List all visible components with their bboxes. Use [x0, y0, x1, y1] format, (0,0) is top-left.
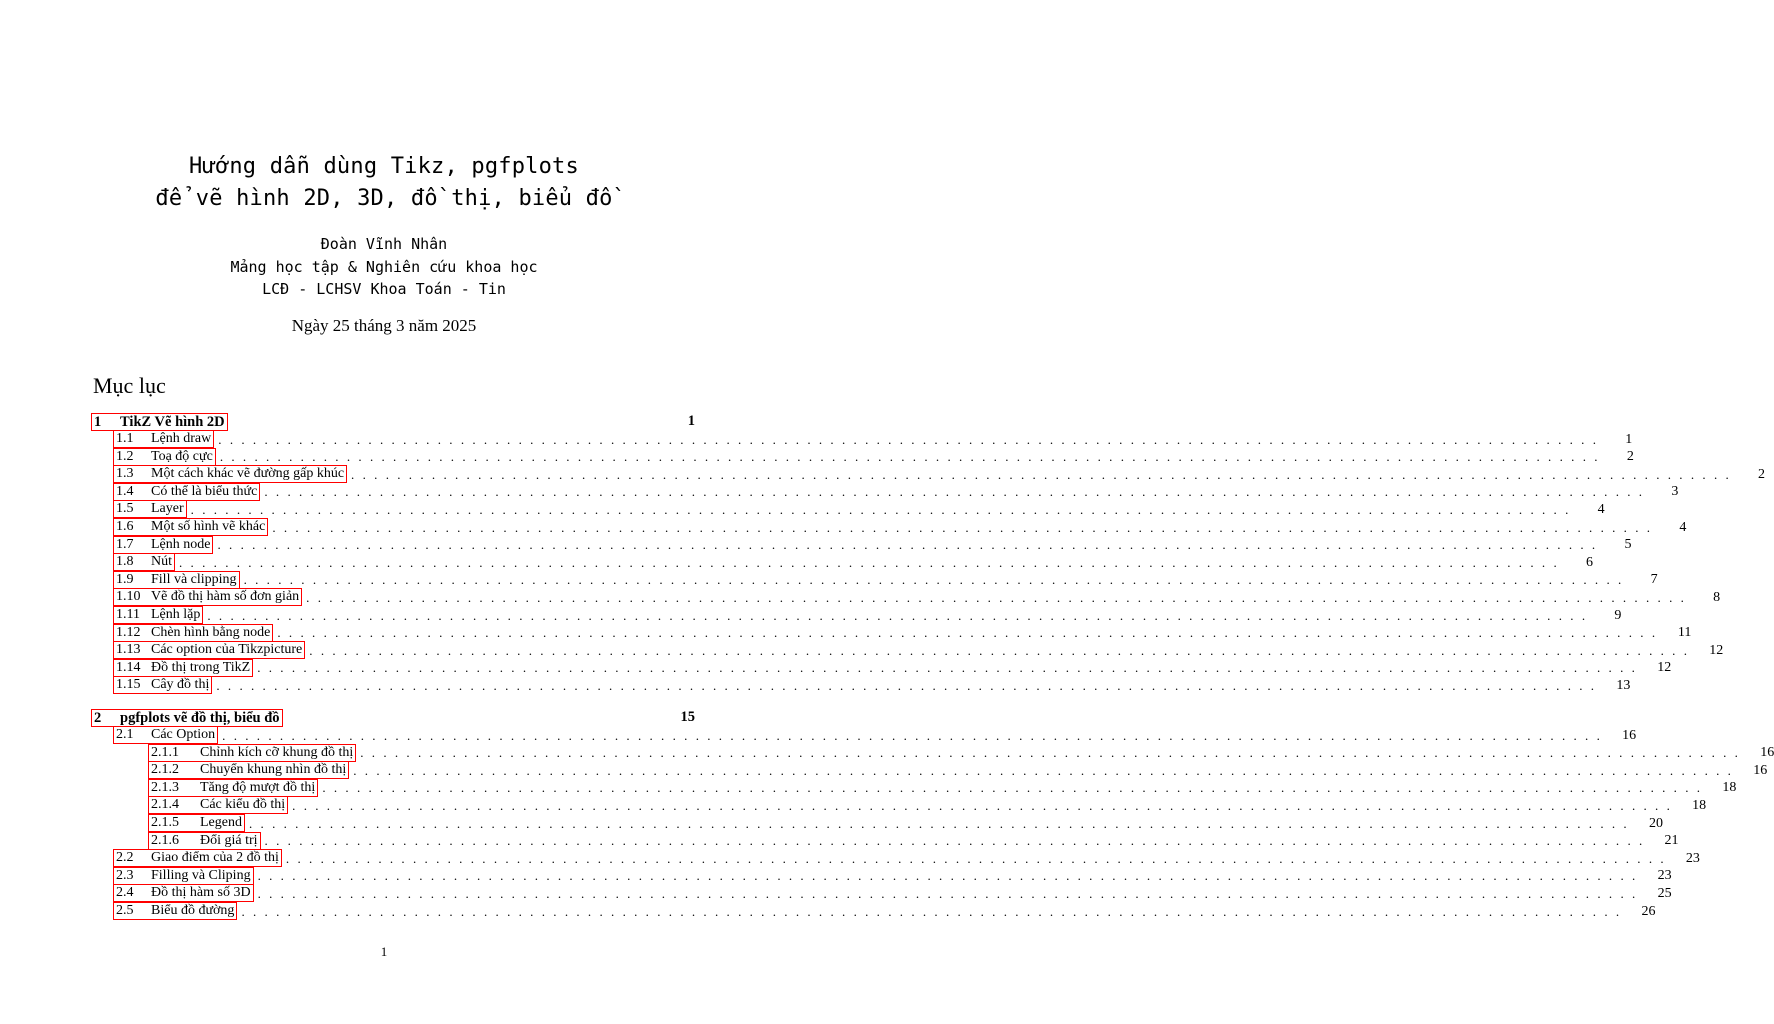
toc-leader-dots: ........................................................................................................................ — [179, 554, 1565, 570]
toc-leader-dots: ........................................................................................................................ — [241, 903, 1628, 919]
toc-entry-number: 1.2 — [116, 448, 134, 464]
toc-leader-dots: ........................................................................................................................ — [351, 466, 1738, 482]
toc-subsection-row — [113, 642, 1724, 659]
toc-entry-number: 1.4 — [116, 483, 134, 499]
document-title-line-2: để vẽ hình 2D, 3D, đồ thị, biểu đồ — [155, 186, 613, 211]
toc-leader-dots: ........................................................................................................................ — [309, 642, 1696, 658]
toc-entry-page: 6 — [1586, 554, 1593, 570]
toc-entry-title: Các kiểu đồ thị — [200, 797, 286, 813]
document-title-line-1: Hướng dẫn dùng Tikz, pgfplots — [189, 154, 579, 179]
toc-entry-page: 16 — [1753, 762, 1768, 778]
toc-subsection-row — [113, 466, 1766, 483]
toc-leader-dots: ........................................................................................................................ — [257, 885, 1644, 901]
toc-entry-page: 7 — [1650, 572, 1658, 588]
toc-leader-dots: ........................................................................................................................ — [218, 431, 1605, 447]
toc-link[interactable] — [91, 413, 228, 431]
toc-entry-number: 1.7 — [116, 536, 134, 552]
affiliation-line-1: Mảng học tập & Nghiên cứu khoa học — [230, 258, 538, 276]
toc-entry-title: Lệnh draw — [151, 431, 212, 446]
toc-heading: Mục lục — [93, 373, 166, 398]
toc-subsection-row — [113, 536, 1632, 553]
toc-leader-dots: ........................................................................................................................ — [360, 745, 1747, 761]
toc-entry-number: 1 — [94, 413, 102, 430]
toc-subsubsection-row — [148, 832, 1679, 849]
toc-link[interactable] — [113, 430, 214, 448]
toc-subsection-row — [113, 727, 1637, 744]
toc-entry-page: 16 — [1760, 745, 1774, 761]
toc-link[interactable] — [113, 483, 260, 501]
toc-entry-title: Có thể là biểu thức — [151, 483, 258, 499]
toc-subsection-row — [113, 850, 1700, 867]
toc-subsection-row — [113, 607, 1622, 624]
toc-entry-page: 9 — [1614, 607, 1622, 623]
toc-entry-title: Chèn hình bằng node — [151, 624, 271, 640]
toc-link[interactable] — [113, 518, 268, 536]
toc-entry-page: 20 — [1648, 815, 1663, 831]
toc-entry-page: 23 — [1657, 868, 1672, 884]
toc-link[interactable] — [113, 867, 254, 885]
toc-link[interactable] — [113, 536, 213, 554]
author: Đoàn Vĩnh Nhân — [320, 235, 448, 253]
toc-entry-page: 4 — [1679, 519, 1687, 535]
toc-subsection-row — [113, 589, 1721, 606]
toc-link[interactable] — [148, 744, 356, 762]
toc-section-row — [91, 709, 695, 726]
toc-leader-dots: ........................................................................................................................ — [292, 797, 1679, 813]
toc-entry-number: 2.2 — [116, 850, 134, 866]
toc-leader-dots: ........................................................................................................................ — [190, 501, 1577, 517]
toc-entry-title: Biểu đồ đường — [151, 903, 235, 918]
document-date: Ngày 25 tháng 3 năm 2025 — [291, 316, 477, 335]
toc-entry-page: 1 — [687, 413, 695, 429]
toc-link[interactable] — [148, 832, 261, 850]
toc-entry-number: 1.6 — [116, 519, 134, 534]
toc-entry-number: 2.1.3 — [151, 779, 179, 795]
toc-subsubsection-row — [148, 762, 1768, 779]
toc-leader-dots: ........................................................................................................................ — [217, 537, 1604, 553]
toc-subsection-row — [113, 885, 1672, 902]
page-number: 1 — [380, 944, 388, 959]
toc-entry-number: 2.3 — [116, 867, 134, 883]
toc-entry-title: Chuyển khung nhìn đồ thị — [200, 762, 347, 778]
toc-leader-dots: ........................................................................................................................ — [207, 607, 1594, 623]
toc-link[interactable] — [113, 606, 203, 624]
toc-subsubsection-row — [148, 797, 1707, 814]
toc-entry-number: 1.1 — [116, 431, 134, 446]
toc-entry-title: Fill và clipping — [151, 571, 237, 587]
toc-entry-title: Lệnh node — [151, 536, 211, 552]
toc-link[interactable] — [113, 884, 254, 902]
toc-entry-title: Đồ thị hàm số 3D — [151, 885, 251, 901]
toc-entry-title: Legend — [200, 815, 242, 830]
toc-entry-page: 16 — [1622, 727, 1637, 743]
toc-entry-title: pgfplots vẽ đồ thị, biểu đồ — [120, 709, 280, 726]
toc-entry-page: 5 — [1624, 537, 1632, 553]
toc-entry-page: 11 — [1677, 625, 1692, 641]
toc-entry-title: Toạ độ cực — [151, 448, 213, 464]
toc-entry-number: 1.11 — [116, 607, 140, 622]
toc-subsection-row — [113, 554, 1593, 571]
toc-entry-number: 2.1.4 — [151, 797, 179, 813]
toc-link[interactable] — [113, 849, 282, 867]
toc-entry-number: 1.5 — [116, 501, 134, 517]
toc-entry-title: Filling và Cliping — [151, 867, 251, 883]
toc-entry-title: Đổi giá trị — [200, 832, 258, 848]
toc-link[interactable] — [91, 709, 283, 727]
toc-entry-number: 2 — [94, 709, 102, 726]
toc-section-row — [91, 413, 695, 430]
toc-entry-title: Lệnh lặp — [151, 607, 201, 622]
toc-link[interactable] — [113, 571, 240, 589]
toc-entry-title: Một số hình vẽ khác — [151, 519, 266, 534]
toc-leader-dots: ........................................................................................................................ — [285, 850, 1672, 866]
toc-subsection-row — [113, 867, 1672, 884]
toc-entry-number: 1.15 — [116, 677, 141, 693]
toc-entry-number: 2.1.5 — [151, 815, 179, 830]
toc-entry-title: Các Option — [151, 727, 216, 742]
toc-entry-number: 1.13 — [116, 642, 141, 658]
toc-entry-page: 2 — [1626, 449, 1634, 465]
toc-entry-page: 15 — [680, 709, 695, 725]
toc-leader-dots: ........................................................................................................................ — [264, 833, 1651, 849]
toc-leader-dots: ........................................................................................................................ — [272, 519, 1659, 535]
toc-subsection-row — [113, 624, 1692, 641]
toc-link[interactable] — [148, 796, 288, 814]
toc-link[interactable] — [113, 465, 347, 483]
toc-entry-title: Cây đồ thị — [151, 677, 210, 693]
toc-subsection-row — [113, 677, 1631, 694]
toc-leader-dots: ........................................................................................................................ — [264, 484, 1651, 500]
toc-entry-page: 13 — [1616, 677, 1631, 693]
toc-leader-dots: ........................................................................................................................ — [248, 815, 1635, 831]
toc-entry-page: 2 — [1758, 466, 1766, 482]
toc-subsection-row — [113, 483, 1679, 500]
toc-leader-dots: ........................................................................................................................ — [222, 727, 1609, 743]
toc-link[interactable] — [148, 761, 349, 779]
toc-link[interactable] — [113, 659, 253, 677]
toc-subsection-row — [113, 431, 1633, 448]
toc-entry-title: Tăng độ mượt đồ thị — [200, 779, 316, 795]
toc-entry-number: 1.3 — [116, 466, 134, 482]
toc-link[interactable] — [113, 726, 218, 744]
toc-link[interactable] — [113, 553, 175, 571]
toc-leader-dots: ........................................................................................................................ — [306, 589, 1693, 605]
toc-entry-page: 18 — [1692, 797, 1707, 813]
toc-leader-dots: ........................................................................................................................ — [243, 572, 1630, 588]
toc-leader-dots: ........................................................................................................................ — [277, 625, 1664, 641]
toc-subsection-row — [113, 519, 1687, 536]
toc-entry-title: Các option của Tikzpicture — [151, 642, 303, 658]
toc-subsubsection-row — [148, 779, 1737, 796]
toc-link[interactable] — [113, 500, 187, 518]
toc-entry-number: 2.5 — [116, 903, 134, 918]
toc-entry-title: Nút — [151, 554, 172, 570]
toc-entry-title: TikZ Vẽ hình 2D — [120, 413, 225, 430]
toc-entry-page: 23 — [1685, 850, 1700, 866]
toc-entry-title: Giao điểm của 2 đồ thị — [151, 850, 279, 866]
toc-leader-dots: ........................................................................................................................ — [257, 660, 1644, 676]
affiliation-line-2: LCĐ - LCHSV Khoa Toán - Tin — [262, 280, 506, 298]
toc-entry-page: 1 — [1625, 431, 1633, 447]
toc-entry-page: 12 — [1657, 660, 1672, 676]
toc-entry-number: 1.9 — [116, 571, 134, 587]
toc-entry-number: 2.1.6 — [151, 832, 179, 848]
toc-leader-dots: ........................................................................................................................ — [257, 868, 1644, 884]
toc-entry-number: 1.10 — [116, 589, 141, 605]
toc-entry-title: Một cách khác vẽ đường gấp khúc — [151, 466, 345, 482]
toc-link[interactable] — [113, 641, 305, 659]
toc-entry-page: 18 — [1722, 780, 1737, 796]
toc-link[interactable] — [113, 448, 216, 466]
toc-entry-number: 2.1.1 — [151, 744, 179, 760]
toc-entry-page: 12 — [1709, 642, 1724, 658]
toc-link[interactable] — [148, 779, 318, 797]
toc-entry-number: 2.1.2 — [151, 762, 179, 778]
toc-entry-number: 2.1 — [116, 727, 134, 742]
toc-subsection-row — [113, 501, 1605, 518]
toc-entry-title: Chỉnh kích cỡ khung đồ thị — [200, 744, 354, 760]
toc-entry-page: 3 — [1671, 484, 1679, 500]
toc-entry-title: Vẽ đồ thị hàm số đơn giản — [151, 589, 300, 605]
toc-subsection-row — [113, 571, 1658, 588]
toc-link[interactable] — [148, 814, 245, 832]
toc-entry-number: 1.8 — [116, 554, 134, 570]
toc-entry-number: 1.12 — [116, 624, 141, 640]
toc-subsubsection-row — [148, 815, 1663, 832]
toc-entry-page: 8 — [1713, 589, 1721, 605]
toc-entry-number: 2.4 — [116, 885, 134, 901]
toc-entry-number: 1.14 — [116, 659, 141, 675]
toc-subsection-row — [113, 448, 1634, 465]
toc-subsubsection-row — [148, 744, 1774, 761]
toc-entry-page: 21 — [1664, 833, 1679, 849]
toc-leader-dots: ........................................................................................................................ — [216, 677, 1603, 693]
toc-link[interactable] — [113, 624, 273, 642]
toc-entry-page: 25 — [1657, 885, 1672, 901]
toc-subsection-row — [113, 659, 1672, 676]
toc-entry-title: Layer — [151, 501, 184, 517]
toc-leader-dots: ........................................................................................................................ — [353, 762, 1740, 778]
toc-entry-title: Đồ thị trong TikZ — [151, 659, 251, 675]
toc-link[interactable] — [113, 588, 302, 606]
toc-entry-page: 26 — [1641, 903, 1656, 919]
toc-leader-dots: ........................................................................................................................ — [219, 449, 1606, 465]
toc-subsection-row — [113, 903, 1656, 920]
toc-link[interactable] — [113, 676, 212, 694]
toc-leader-dots: ........................................................................................................................ — [322, 780, 1709, 796]
toc-entry-page: 4 — [1597, 501, 1605, 517]
toc-link[interactable] — [113, 902, 237, 920]
